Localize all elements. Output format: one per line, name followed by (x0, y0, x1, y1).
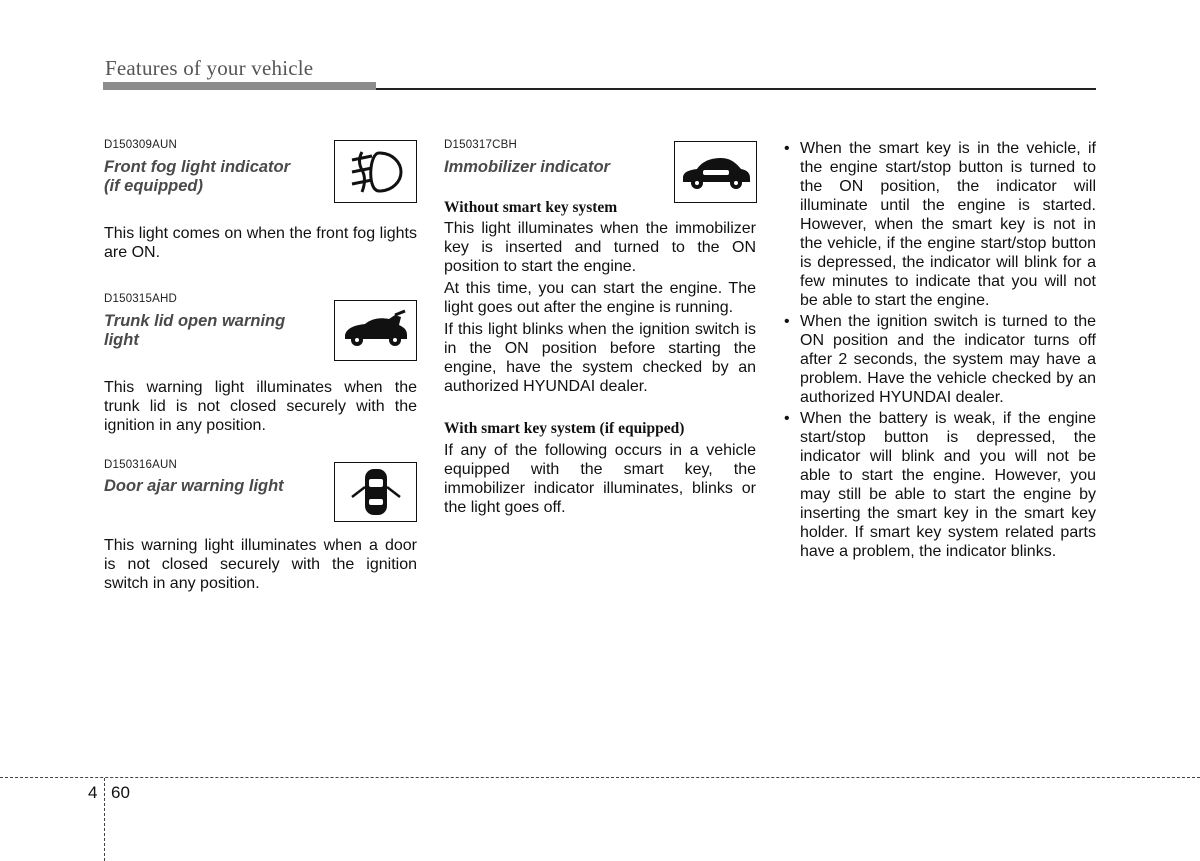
door-ajar-icon (334, 462, 417, 522)
section-heading (104, 312, 324, 350)
heading-line: Trunk lid open warning (104, 312, 286, 330)
paragraph: This light illuminates when the immobilizer key is inserted and turned to the ON position to start the engine. (444, 220, 756, 275)
section-code: D150316AUN (104, 459, 177, 471)
section-text: This warning light illuminates when the trunk lid is not closed securely with the ignition in any position. (104, 379, 417, 434)
bullet-list (784, 139, 1096, 561)
header-accent-bar (103, 82, 376, 90)
trunk-open-icon (334, 300, 417, 361)
immobilizer-car-icon (674, 141, 757, 203)
section-heading (104, 158, 324, 196)
section-code: D150309AUN (104, 139, 177, 151)
heading-line: (if equipped) (104, 177, 203, 195)
heading-line: light (104, 331, 139, 349)
footer-vertical-dashed-rule (104, 778, 105, 861)
header-rule (376, 88, 1096, 90)
section-heading: Immobilizer indicator (444, 158, 610, 176)
paragraph: At this time, you can start the engine. The light goes out after the engine is running. (444, 280, 756, 316)
list-item: • When the battery is weak, if the engine start/stop button is depressed, the indicator will blink and you will not be able to start the engine. However, you may still be able to start the engine by inserting the smart key in the smart key holder. If smart key system related parts have a problem, the indicator blinks. (784, 409, 1096, 561)
section-heading: Door ajar warning light (104, 477, 284, 495)
chapter-number: 4 (88, 783, 98, 802)
page-header-title: Features of your vehicle (105, 56, 314, 80)
page-number: 60 (111, 783, 130, 802)
footer-dashed-rule (0, 777, 1200, 778)
subsection-heading: Without smart key system (444, 199, 618, 216)
list-item: • When the ignition switch is turned to the ON position and the indicator turns off after 2 seconds, the system may have a problem. Have the vehicle checked by an authorized HYUNDAI dealer. (784, 312, 1096, 407)
subsection-heading: With smart key system (if equipped) (444, 420, 685, 437)
section-code: D150317CBH (444, 139, 517, 151)
section-text: This light comes on when the front fog lights are ON. (104, 225, 417, 261)
column-3 (784, 139, 1096, 563)
section-code: D150315AHD (104, 293, 177, 305)
paragraph: If any of the following occurs in a vehicle equipped with the smart key, the immobilizer indicator illuminates, blinks or the light goes off. (444, 442, 756, 516)
heading-line: Front fog light indicator (104, 158, 291, 176)
list-item: • When the smart key is in the vehicle, if the engine start/stop button is turned to the ON position, the indicator will illuminate until the engine is started. However, when the smart key is not in the vehicle, if the engine start/stop button is depressed, the indicator will blink for a few minutes to indicate that you will not be able to start the engine. (784, 139, 1096, 310)
front-fog-light-icon (334, 140, 417, 203)
paragraph: If this light blinks when the ignition switch is in the ON position before starting the engine, have the system checked by an authorized HYUNDAI dealer. (444, 321, 756, 395)
section-text: This warning light illuminates when a door is not closed securely with the ignition switch in any position. (104, 537, 417, 592)
